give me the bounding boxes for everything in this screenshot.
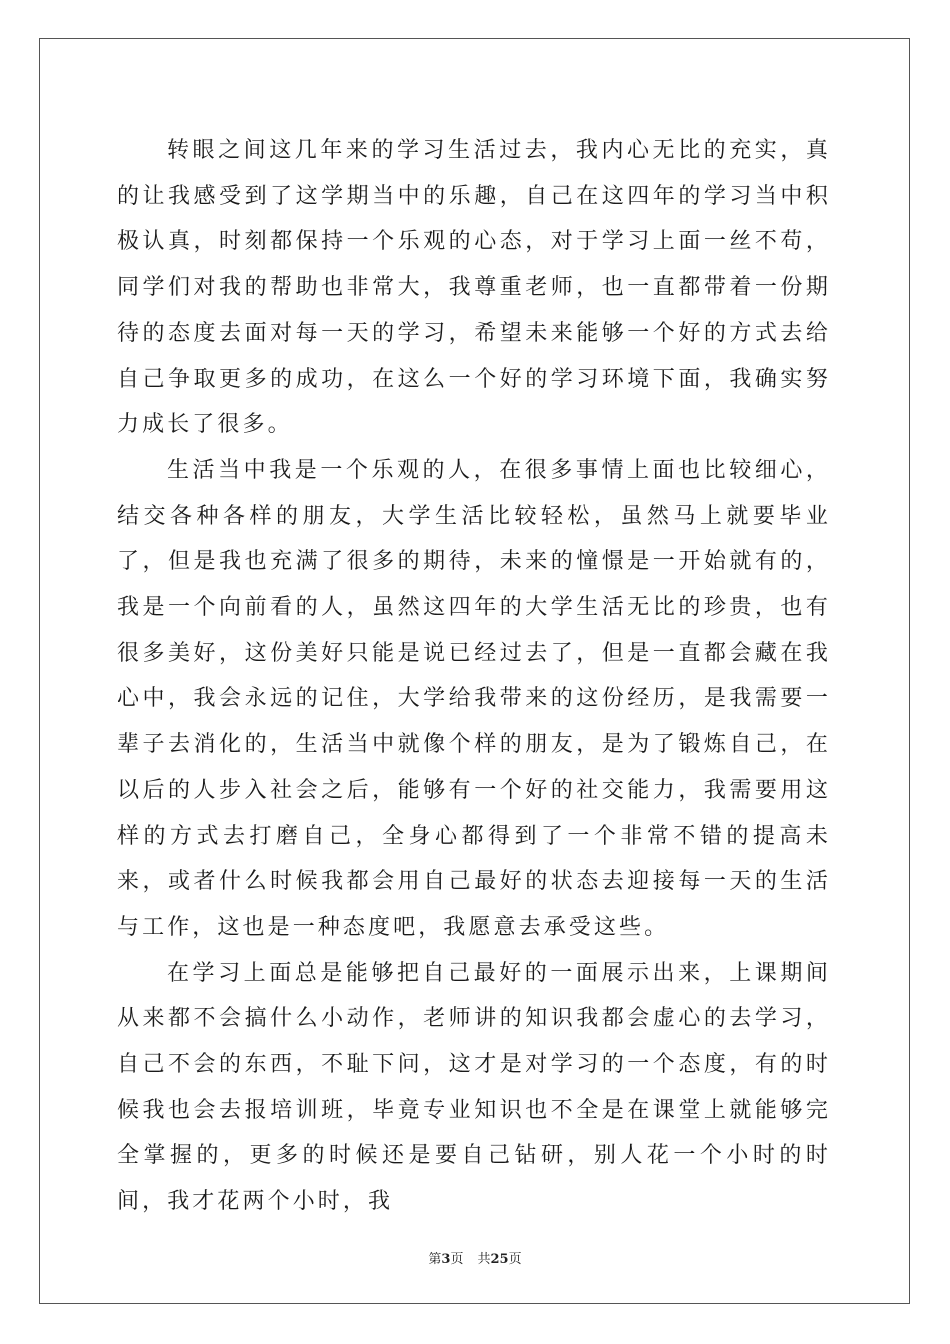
current-page-number: 3 xyxy=(441,1252,451,1267)
paragraph-3: 在学习上面总是能够把自己最好的一面展示出来，上课期间从来都不会搞什么小动作，老师讲的知识我都会虚心的去学习，自己不会的东西，不耻下问，这才是对学习的一个态度，有的时候我也会去报培训班，毕竟专业知识也不全是在课堂上就能够完全掌握的，更多的时候还是要自己钻研，别人花一个小时的时间，我才花两个小时，我 xyxy=(117,960,831,1215)
document-body xyxy=(117,128,831,1225)
total-suffix: 页 xyxy=(508,1252,522,1267)
page-suffix: 页 xyxy=(450,1252,464,1267)
total-pages-number: 25 xyxy=(490,1252,509,1267)
page-prefix: 第 xyxy=(428,1252,442,1267)
total-prefix: 共 xyxy=(477,1252,491,1267)
paragraph-1: 转眼之间这几年来的学习生活过去，我内心无比的充实，真的让我感受到了这学期当中的乐趣，自己在这四年的学习当中积极认真，时刻都保持一个乐观的心态，对于学习上面一丝不苟，同学们对我的帮助也非常大，我尊重老师，也一直都带着一份期待的态度去面对每一天的学习，希望未来能够一个好的方式去给自己争取更多的成功，在这么一个好的学习环境下面，我确实努力成长了很多。 xyxy=(117,138,831,438)
paragraph-2: 生活当中我是一个乐观的人，在很多事情上面也比较细心，结交各种各样的朋友，大学生活比较轻松，虽然马上就要毕业了，但是我也充满了很多的期待，未来的憧憬是一开始就有的，我是一个向前看的人，虽然这四年的大学生活无比的珍贵，也有很多美好，这份美好只能是说已经过去了，但是一直都会藏在我心中，我会永远的记住，大学给我带来的这份经历，是我需要一辈子去消化的，生活当中就像个样的朋友，是为了锻炼自己，在以后的人步入社会之后，能够有一个好的社交能力，我需要用这样的方式去打磨自己，全身心都得到了一个非常不错的提高未来，或者什么时候我都会用自己最好的状态去迎接每一天的生活与工作，这也是一种态度吧，我愿意去承受这些。 xyxy=(117,457,831,940)
page-footer xyxy=(0,1248,950,1267)
